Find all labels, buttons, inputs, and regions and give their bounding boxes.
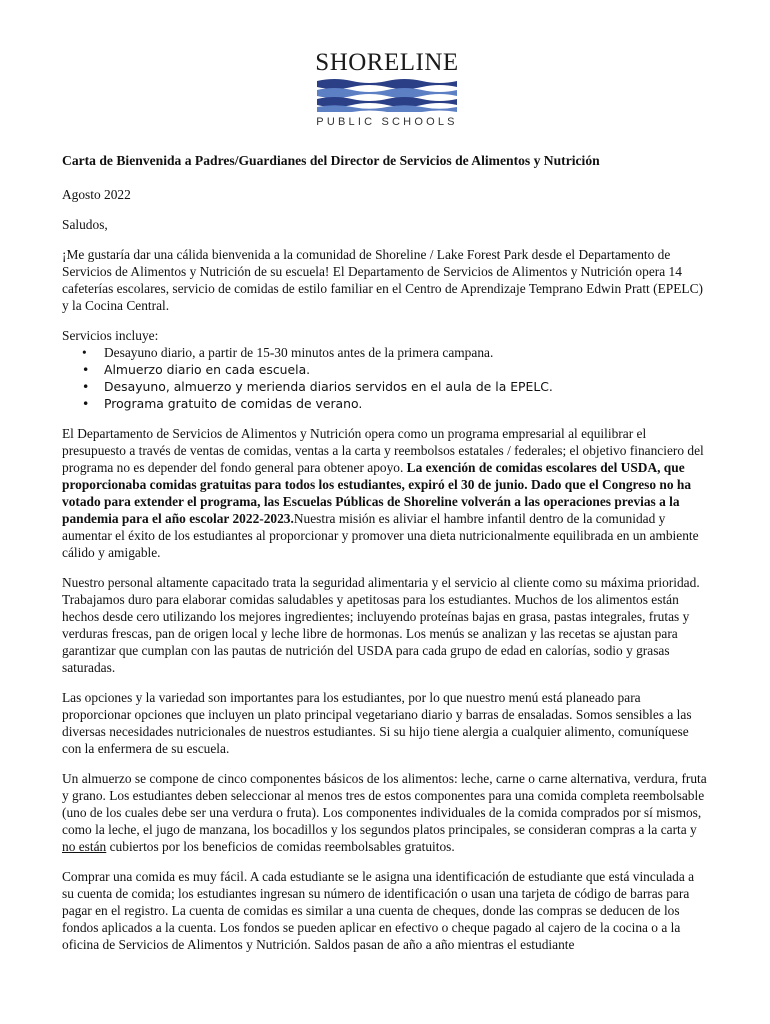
- list-item: • Desayuno diario, a partir de 15-30 minutos antes de la primera campana.: [94, 344, 708, 361]
- shoreline-logo: [312, 50, 462, 128]
- list-item: • Desayuno, almuerzo y merienda diarios servidos en el aula de la EPELC.: [94, 378, 708, 395]
- services-list: [62, 344, 708, 412]
- letter-title: Carta de Bienvenida a Padres/Guardianes del Director de Servicios de Alimentos y Nutrición: [62, 153, 600, 168]
- logo-waves-icon: [317, 78, 457, 112]
- list-item: • Almuerzo diario en cada escuela.: [94, 361, 708, 378]
- underlined-text: no están: [62, 839, 107, 854]
- paragraph-buy: Comprar una comida es muy fácil. A cada estudiante se le asigna una identificación de estudiante que está vinculada a su cuenta de comida; los estudiantes ingresan su número de identificación o usan una tarjeta de código de barras para pagar en el registro. La cuenta de comidas es similar a una cuenta de cheques, donde las compras se deducen de los fondos aplicados a la cuenta. Los fondos se pueden aplicar en efectivo o cheque pagado al cajero de la cocina o a la oficina de Servicios de Alimentos y Nutrición. Saldos pasan de año a año mientras el estudiante: [62, 869, 695, 952]
- services-heading: Servicios incluye:: [62, 328, 159, 343]
- lunch-text: Un almuerzo se compone de cinco componentes básicos de los alimentos: leche, carne o carne alternativa, verdura, fruta y grano. Los estudiantes deben seleccionar al menos tres de estos componentes para una comida completa reembolsable (uno de los cuales debe ser una verdura o fruta). Los componentes individuales de la comida comprados por sí mismos, como la leche, el jugo de manzana, los bocadillos y los segundos platos principales, se consideran compras a la carta y: [62, 771, 707, 837]
- list-item: • Programa gratuito de comidas de verano.: [94, 395, 708, 412]
- mission-text: Nuestra misión es aliviar el hambre infantil dentro de la comunidad y aumentar el éxito de los estudiantes al proporcionar y promover una dieta nutricionalmente equilibrada en un ambiente cálido y amigable.: [62, 511, 699, 560]
- logo-name: SHORELINE: [315, 49, 459, 76]
- lunch-text-end: cubiertos por los beneficios de comidas reembolsables gratuitos.: [106, 839, 455, 854]
- paragraph-intro: ¡Me gustaría dar una cálida bienvenida a la comunidad de Shoreline / Lake Forest Park desde el Departamento de Servicios de Alimentos y Nutrición de su escuela! El Departamento de Servicios de Alimentos y Nutrición opera 14 cafeterías escolares, servicio de comidas de estilo familiar en el Centro de Aprendizaje Temprano Edwin Pratt (EPELC) y la Cocina Central.: [62, 247, 703, 313]
- paragraph-business: [62, 425, 708, 561]
- letter-greeting: Saludos,: [62, 217, 108, 232]
- waiver-notice: La exención de comidas escolares del USDA, que proporcionaba comidas gratuitas para todos los estudiantes, expiró el 30 de junio. Dado que el Congreso no ha votado para extender el programa, las Escuelas Públicas de Shoreline volverán a las operaciones previas a la pandemia para el año escolar 2022-2023.: [62, 460, 692, 526]
- paragraph-lunch: [62, 770, 708, 855]
- letter-body: [62, 152, 708, 966]
- paragraph-staff: Nuestro personal altamente capacitado trata la seguridad alimentaria y el servicio al cliente como su máxima prioridad. Trabajamos duro para elaborar comidas saludables y apetitosas para los estudiantes. Muchos de los alimentos están hechos desde cero utilizando los mejores ingredientes; incluyendo proteínas bajas en grasa, pastas integrales, frutas y verduras frescas, pan de origen local y leche libre de hormonas. Los menús se analizan y las recetas se ajustan para garantizar que cumplan con las pautas de nutrición del USDA para cada grupo de edad en calorías, sodio y grasas saturadas.: [62, 575, 700, 675]
- paragraph-options: Las opciones y la variedad son importantes para los estudiantes, por lo que nuestro menú está planeado para proporcionar opciones que incluyen un plato principal vegetariano diario y barras de ensaladas. Somos sensibles a las diversas necesidades nutricionales de nuestros estudiantes. Si su hijo tiene alergia a cualquier alimento, comuníquese con la enfermera de su escuela.: [62, 690, 692, 756]
- letter-date: Agosto 2022: [62, 187, 131, 202]
- business-text: El Departamento de Servicios de Alimentos y Nutrición opera como un programa empresarial al equilibrar el presupuesto a través de ventas de comidas, ventas a la carta y reembolsos estatales / federales; el objetivo financiero del programa no es depender del fondo general para obtener apoyo.: [62, 426, 704, 475]
- logo-subtitle: PUBLIC SCHOOLS: [316, 116, 458, 128]
